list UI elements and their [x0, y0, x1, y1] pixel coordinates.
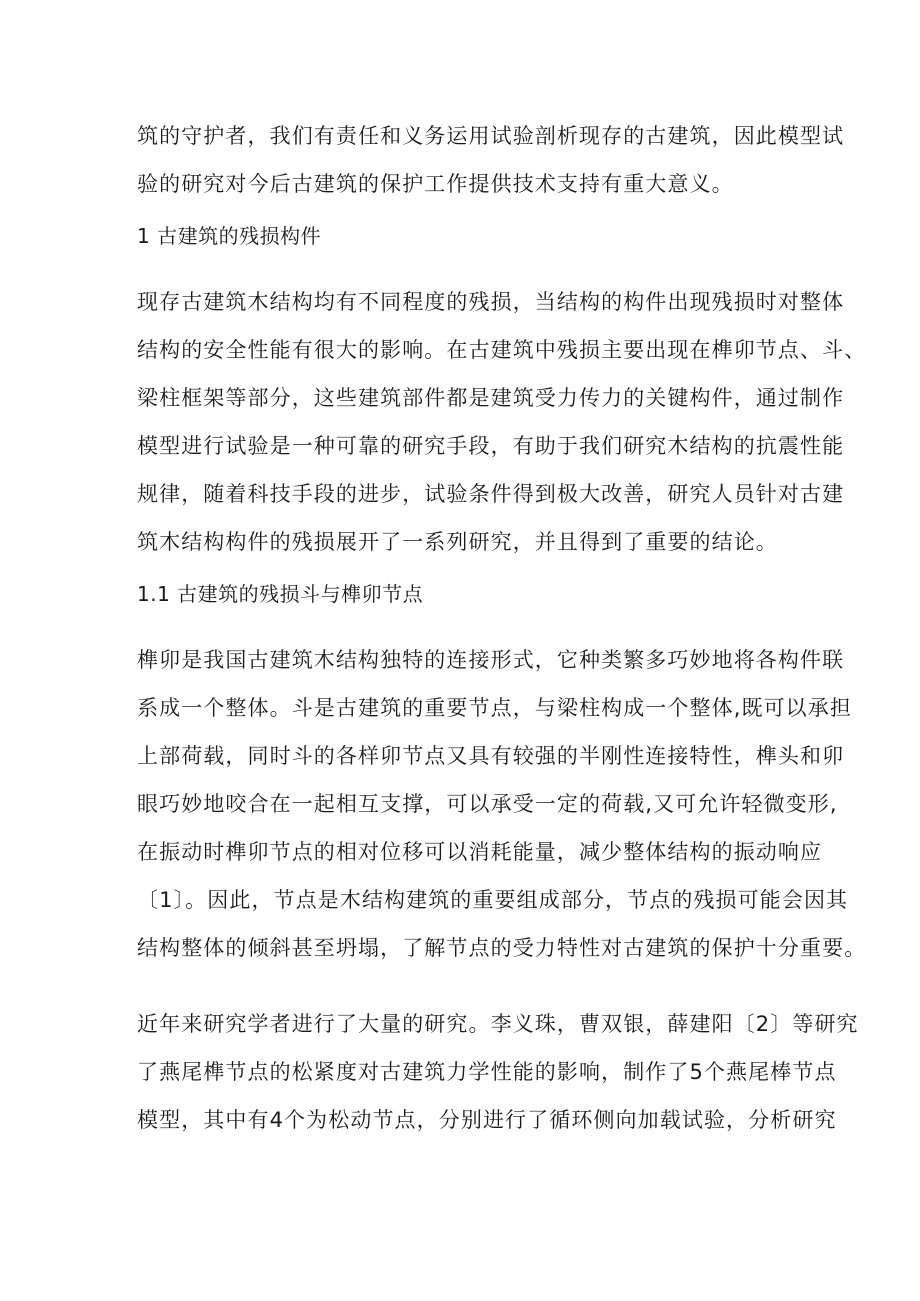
intro-line-1: 筑的守护者，我们有责任和义务运用试验剖析现存的古建筑，因此模型试 [137, 124, 845, 148]
section-1-1-p1-line-1: 榫卯是我国古建筑木结构独特的连接形式，它种类繁多巧妙地将各构件联 [137, 648, 845, 672]
section-1-1-p1-line-5: 在振动时榫卯节点的相对位移可以消耗能量，减少整体结构的振动响应 [137, 840, 823, 864]
section-1-line-5: 规律，随着科技手段的进步，试验条件得到极大改善，研究人员针对古建 [137, 482, 845, 506]
section-1-1-p2-line-2: 了燕尾榫节点的松紧度对古建筑力学性能的影响，制作了5个燕尾棒节点 [137, 1060, 837, 1084]
section-1-1-p2-line-3: 模型，其中有4个为松动节点，分别进行了循环侧向加载试验，分析研究 [137, 1108, 837, 1132]
intro-line-2: 验的研究对今后古建筑的保护工作提供技术支持有重大意义。 [137, 172, 734, 196]
section-1-line-1: 现存古建筑木结构均有不同程度的残损，当结构的构件出现残损时对整体 [137, 290, 845, 314]
section-1-line-4: 模型进行试验是一种可靠的研究手段，有助于我们研究木结构的抗震性能 [137, 434, 845, 458]
section-1-1-p1-line-2: 系成一个整体。斗是古建筑的重要节点，与梁柱构成一个整体,既可以承担 [137, 696, 852, 720]
section-1-1-p2-line-1: 近年来研究学者进行了大量的研究。李义珠，曹双银，薛建阳〔2〕等研究 [137, 1012, 859, 1036]
section-1-1-p1-line-7: 结构整体的倾斜甚至坍塌，了解节点的受力特性对古建筑的保护十分重要。 [137, 936, 867, 960]
section-1-line-3: 梁柱框架等部分，这些建筑部件都是建筑受力传力的关键构件，通过制作 [137, 386, 845, 410]
section-1-line-2: 结构的安全性能有很大的影响。在古建筑中残损主要出现在榫卯节点、斗、 [137, 338, 867, 362]
section-1-1-p1-line-6: 〔1〕。因此，节点是木结构建筑的重要组成部分，节点的残损可能会因其 [137, 888, 849, 912]
section-1-1-p1-line-3: 上部荷载，同时斗的各样卯节点又具有较强的半刚性连接特性，榫头和卯 [137, 744, 845, 768]
section-1-1-heading: 1.1 古建筑的残损斗与榫卯节点 [137, 582, 424, 606]
section-1-heading: 1 古建筑的残损构件 [137, 224, 322, 248]
section-1-line-6: 筑木结构构件的残损展开了一系列研究，并且得到了重要的结论。 [137, 530, 778, 554]
section-1-1-p1-line-4: 眼巧妙地咬合在一起相互支撑，可以承受一定的荷载,又可允许轻微变形, [137, 792, 838, 816]
